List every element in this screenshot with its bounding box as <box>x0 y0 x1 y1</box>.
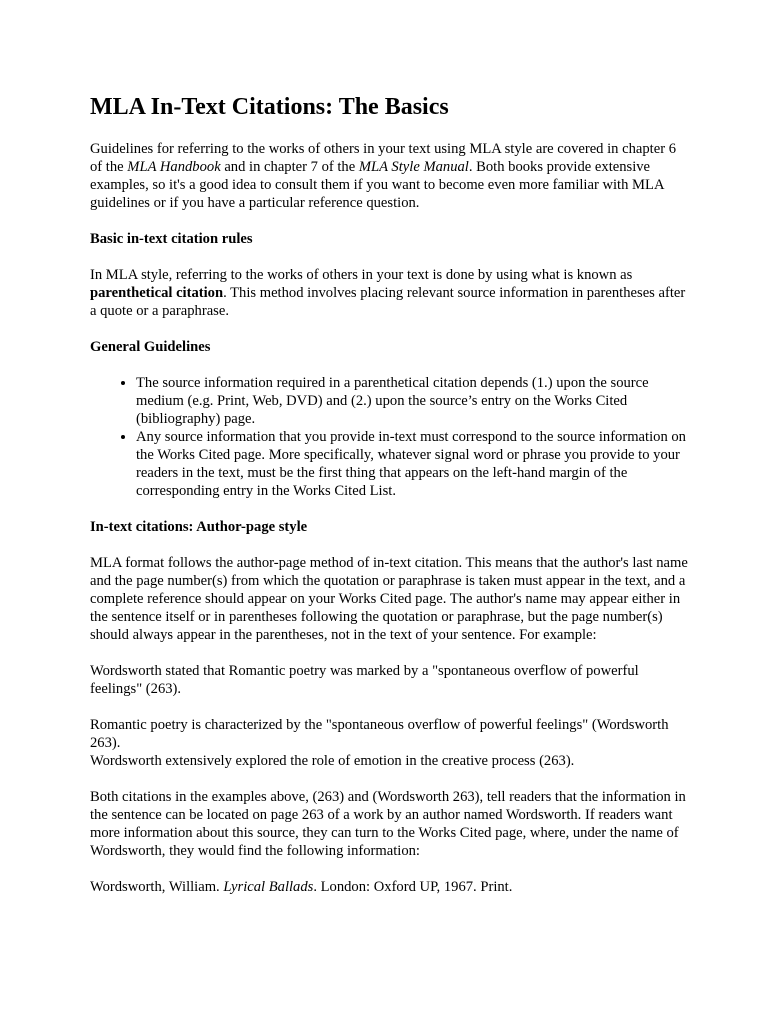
author-page-paragraph: MLA format follows the author-page method of in-text citation. This means that the author's last name and the page number(s) from which the quotation or paraphrase is taken must appear in the text, and a complete reference should appear on your Works Cited page. The author's name may appear either in the sentence itself or in parentheses following the quotation or paraphrase, but the page number(s) should always appear in the parentheses, not in the text of your sentence. For example: <box>90 555 688 643</box>
intro-paragraph <box>90 140 690 212</box>
intro-text-2: and in chapter 7 of the <box>220 159 359 175</box>
parenthetical-citation-term: parenthetical citation <box>90 285 224 301</box>
section-heading-author-page: In-text citations: Author-page style <box>90 519 308 535</box>
page-title: MLA In-Text Citations: The Basics <box>90 94 449 120</box>
list-item: • The source information required in a parenthetical citation depends (1.) upon the source medium (e.g. Print, Web, DVD) and (2.) upon the source’s entry on the Works Cited (bibliography) page. <box>136 374 690 428</box>
works-cited-publication: . London: Oxford UP, 1967. Print. <box>313 879 513 895</box>
works-cited-book-title: Lyrical Ballads <box>223 879 314 895</box>
intro-text-1: Guidelines for referring to the works of others in your text using MLA style are covered in chapter 6 of the <box>90 141 677 175</box>
basic-text-1: In MLA style, referring to the works of others in your text is done by using what is known as <box>90 267 633 283</box>
works-cited-author: Wordsworth, William. <box>90 879 224 895</box>
intro-text-3: . Both books provide extensive examples, so it's a good idea to consult them if you want to become even more familiar with MLA guidelines or if you have a particular reference question. <box>90 159 664 211</box>
guidelines-list <box>90 374 690 500</box>
section-heading-basic-rules: Basic in-text citation rules <box>90 231 253 247</box>
explanation-paragraph: Both citations in the examples above, (263) and (Wordsworth 263), tell readers that the information in the sentence can be located on page 263 of a work by an author named Wordsworth. If readers want more information about this source, they can turn to the Works Cited page, where, under the name of Wordsworth, they would find the following information: <box>90 789 686 859</box>
section-heading-general-guidelines: General Guidelines <box>90 339 211 355</box>
example-citation-3: Wordsworth extensively explored the role of emotion in the creative process (263). <box>90 753 575 769</box>
document-page <box>90 92 690 914</box>
list-item: • Any source information that you provide in-text must correspond to the source information on the Works Cited page. More specifically, whatever signal word or phrase you provide to your readers in the text, must be the first thing that appears on the left-hand margin of the corresponding entry in the Works Cited List. <box>136 428 690 500</box>
works-cited-entry <box>90 878 690 896</box>
basic-rules-paragraph <box>90 266 690 320</box>
mla-handbook-title: MLA Handbook <box>127 159 221 175</box>
example-citation-1: Wordsworth stated that Romantic poetry was marked by a "spontaneous overflow of powerful feelings" (263). <box>90 663 639 697</box>
mla-style-manual-title: MLA Style Manual <box>358 159 469 175</box>
basic-text-2: . This method involves placing relevant source information in parentheses after a quote or a paraphrase. <box>90 285 686 319</box>
example-citation-2: Romantic poetry is characterized by the "spontaneous overflow of powerful feelings" (Wordsworth 263). <box>90 717 669 751</box>
